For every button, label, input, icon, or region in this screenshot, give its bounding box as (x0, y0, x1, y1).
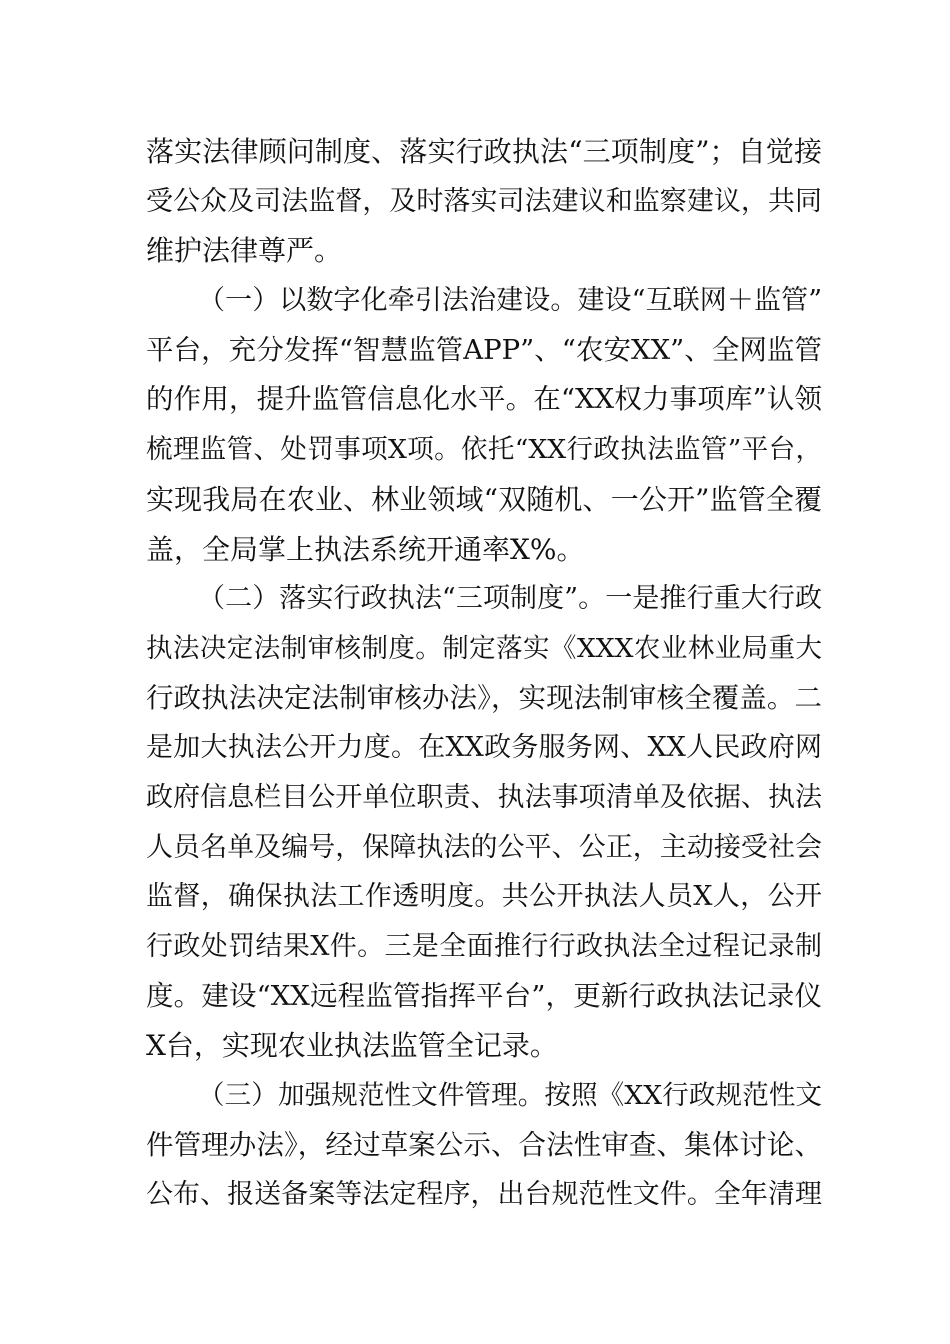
text-line: 的作用，提升监管信息化水平。在“XX权力事项库”认领 (146, 383, 822, 416)
text-line: 政府信息栏目公开单位职责、执法事项清单及依据、执法 (146, 781, 822, 813)
text-line: 人员名单及编号，保障执法的公平、公正，主动接受社会 (146, 831, 822, 863)
text-line: 是加大执法公开力度。在XX政务服务网、XX人民政府网 (146, 732, 822, 764)
text-line: 公布、报送备案等法定程序，出台规范性文件。全年清理 (146, 1179, 822, 1211)
text-line: 行政执法决定法制审核办法》，实现法制审核全覆盖。二 (146, 681, 822, 714)
text-line: 实现我局在农业、林业领域“双随机、一公开”监管全覆 (146, 482, 822, 516)
text-line: 盖，全局掌上执法系统开通率X%。 (146, 532, 585, 566)
document-body (146, 127, 822, 1220)
text-line: 落实法律顾问制度、落实行政执法“三项制度”；自觉接 (146, 135, 822, 168)
text-line: 执法决定法制审核制度。制定落实《XXX农业林业局重大 (146, 632, 822, 664)
text-line: 件管理办法》，经过草案公示、合法性审查、集体讨论、 (146, 1128, 822, 1161)
text-line: 度。建设“XX远程监管指挥平台”，更新行政执法记录仪 (146, 979, 822, 1012)
text-line: 受公众及司法监督，及时落实司法建议和监察建议，共同 (146, 185, 822, 217)
text-line: X台，实现农业执法监管全记录。 (146, 1029, 558, 1063)
text-line: 维护法律尊严。 (146, 234, 343, 268)
text-line: 平台，充分发挥“智慧监管APP”、“农安XX”、全网监管 (146, 333, 822, 366)
text-line: （三）加强规范性文件管理。按照《XX行政规范性文 (198, 1080, 822, 1112)
text-line: 监督，确保执法工作透明度。共公开执法人员X人，公开 (146, 881, 822, 913)
text-line: （一）以数字化牵引法治建设。建设“互联网＋监管” (198, 285, 822, 317)
text-line: （二）落实行政执法“三项制度”。一是推行重大行政 (198, 583, 822, 615)
text-line: 行政处罚结果X件。三是全面推行行政执法全过程记录制 (146, 931, 822, 962)
text-line: 梳理监管、处罚事项X项。依托“XX行政执法监管”平台， (146, 434, 822, 466)
